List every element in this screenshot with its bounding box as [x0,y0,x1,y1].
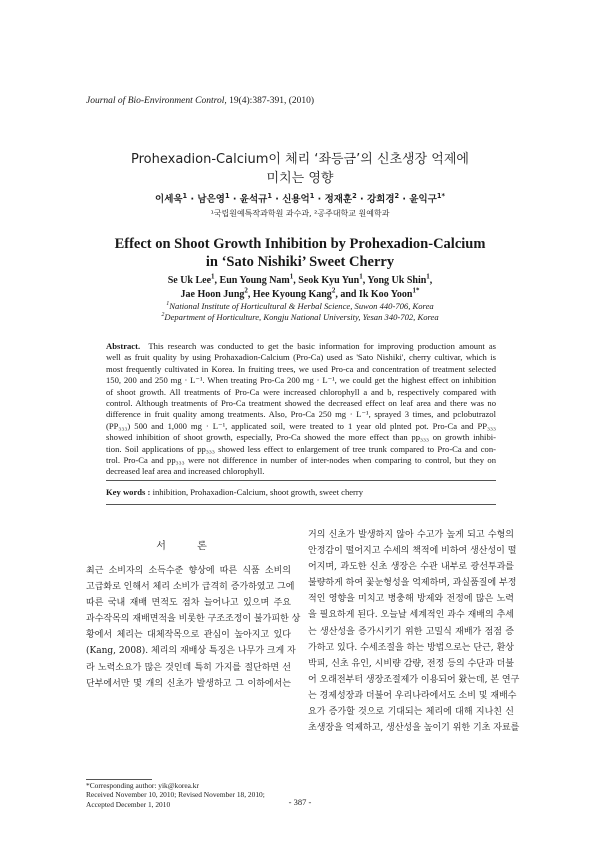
right-column-text [308,527,520,736]
abstract-line: well as fruit quality by using Prohaxadion-Calcium (Pro-Ca) used as 'Sato Nishiki', cherry cultivar, which is [106,352,496,363]
keywords [106,487,496,498]
journal-name: Journal of Bio-Environment Control, [86,96,227,106]
korean-author: 신용억$^1$ [282,191,315,205]
body-line: 거의 신초가 발생하지 않아 수고가 높게 되고 수형의 [308,530,514,540]
body-line: 박피, 신초 유인, 시비량 감량, 전정 등의 수단과 더불 [308,658,514,669]
english-authors-line-2: Jae Hoon Jung$^2$, Hee Kyoung Kang$^2$, and Ik Koo Yoon$^{1*}$ [180,286,420,300]
english-affiliations [0,301,600,323]
body-line: 초생장을 억제하고, 생산성을 높이기 위한 기초 자료를 [308,723,520,734]
english-authors-line-1: Se Uk Lee$^1$, Eun Young Nam$^1$, Seok Kyu Yun$^1$, Yong Uk Shin$^1$, [167,272,433,286]
body-line: 는 생산성을 증가시키기 위한 고밀식 재배가 점점 증 [308,626,514,637]
body-line: 요가 증가할 것으로 기대되는 체리에 대해 지나친 신 [308,707,514,718]
abstract-line: (PP₃₃₃) 500 and 1,000 mg · L⁻¹, applicated soil, were treated to 1 year old plnted pot. Pro-Ca and PP₃₃₃ [106,420,496,431]
abstract-line: 150, 200 and 250 mg · L⁻¹. When treating Pro-Ca 200 mg · L⁻¹, we could get the highest effect on inhibition [106,375,496,386]
body-line: 과수작목의 재배면적을 비롯한 구조조정이 불가피한 상 [86,614,301,625]
abstract-line: decreased leaf area and increased chlorophyll. [106,466,265,477]
korean-affiliation: ¹국립원예특작과학원 과수과, ²공주대학교 원예학과 [210,209,390,218]
body-line: 가하고 있다. 수세조절을 하는 방법으로는 단근, 환상 [308,642,514,653]
corresponding-author: *Corresponding author: yik@korea.kr [86,781,199,790]
body-line: 따른 국내 재배 면적도 점차 늘어나고 있으며 주요 [86,598,291,609]
abstract-line: most frequently cultivated in Korea. In fruiting trees, we used Pro-ca and concentration of treatment selected [106,363,496,374]
body-line: 황에서 체리는 대체작목으로 관심이 높아지고 있다 [86,630,291,641]
journal-citation [86,96,314,106]
body-line: 불량하게 하여 꽃눈형성을 억제하며, 과실품질에 부정 [308,578,517,589]
abstract-line: trol. Pro-Ca and pp₃₃₃ were not difference in number of inter-nodes when comparing to control, but they on [106,455,496,466]
english-authors [0,274,600,302]
korean-title [0,150,600,188]
abstract-line: tion. Soil applications of pp₃₃₃ showed less effect to enlargement of tree trunk compared to Pro-Ca and con- [106,443,496,454]
body-line: 는 경제성장과 더불어 우리나라에서도 소비 및 재배수 [308,690,517,701]
body-line: 최근 소비자의 소득수준 향상에 따른 식품 소비의 [86,566,291,576]
section-heading-introduction: 서 론 [156,541,221,552]
footnote-rule [86,779,152,780]
divider-top [106,480,496,481]
english-author: Jae Hoon Jung$^2$ [180,286,248,300]
left-column-text [86,563,301,692]
english-affiliation-2: $^2$Department of Horticulture, Kongju National University, Yesan 340-702, Korea [161,312,439,322]
english-author: Yong Uk Shin$^1$ [367,272,430,286]
body-line: 안정감이 떨어지고 수세의 책적에 비하여 생산성이 떨 [308,546,517,557]
received-date: Received November 10, 2010; Revised November 18, 2010; [86,790,265,800]
korean-author: 윤익구$^{1*}$ [409,191,445,205]
page-number: - 387 - [288,797,312,807]
abstract-line: showed inhibition of shoot growth, especially, Pro-Ca showed the more effect than pp₃₃₃ on growth inhibi- [106,432,496,443]
english-author: Eun Young Nam$^1$ [219,272,294,286]
abstract-line: difference in fruit quality among treatments. Also, Pro-Ca 250 mg · L⁻¹, sprayed 3 times, and pclobutrazol [106,409,496,420]
english-author: Hee Kyoung Kang$^2$ [252,286,336,300]
english-author: Se Uk Lee$^1$ [167,272,215,286]
body-line: 을 필요하게 된다. 오늘날 세계적인 과수 재배의 추세 [308,610,514,621]
english-title-line-2: in ‘Sato Nishiki’ Sweet Cherry [205,254,395,270]
body-line: 고급화로 인해서 체리 소비가 급격히 증가하였고 그에 [86,582,295,593]
divider-bottom [106,504,496,505]
english-title [0,235,600,271]
abstract [106,341,496,478]
keywords-text: inhibition, Prohaxadion-Calcium, shoot growth, sweet cherry [152,487,364,497]
english-title-line-1: Effect on Shoot Growth Inhibition by Prohexadion-Calcium [114,236,486,252]
korean-author: 남은영$^1$ [197,191,230,205]
body-line: 어 오래전부터 생장조절제가 이용되어 왔는데, 본 연구 [308,674,520,685]
abstract-line: Abstract. This research was conducted to get the basic information for improving production amount as [106,341,497,351]
accepted-date: Accepted December 1, 2010 [86,799,171,809]
body-line: 단부에서만 몇 개의 신초가 발생하고 그 이하에서는 [86,678,291,689]
journal-issue: 19(4):387-391, (2010) [229,96,315,106]
abstract-label: Abstract. [106,341,141,351]
korean-title-line-2: 미치는 영향 [266,171,334,186]
english-author: and Ik Koo Yoon$^{1*}$ [340,286,420,300]
english-affiliation-1: $^1$National Institute of Horticultural & Herbal Science, Suwon 440-706, Korea [166,301,434,311]
body-line: (Kang, 2008). 체리의 재배상 특징은 나무가 크게 자 [86,646,296,657]
korean-title-line-1: Prohexadion-Calcium이 체리 ‘좌등금’의 신초생장 억제에 [131,152,469,167]
abstract-line: control. Although treatments of Pro-Ca treatment showed the decreased effect on leaf area and there was no [106,398,496,409]
body-line: 라 노력소요가 많은 것인데 특히 가지를 절단하면 선 [86,662,291,673]
korean-author: 윤석규$^1$ [239,191,272,205]
abstract-line: of shoot growth. All treatments of Pro-Ca were increased chlorophyll a and b, respectively compared with [106,386,496,397]
korean-author: 정재훈$^2$ [324,191,357,205]
korean-author: 강희경$^2$ [366,191,400,205]
keywords-label: Key words : [106,487,151,497]
korean-author: 이세욱$^1$ [155,191,188,205]
english-author: Seok Kyu Yun$^1$ [298,272,363,286]
body-line: 어지며, 과도한 신초 생장은 수관 내부로 광선투과를 [308,562,514,573]
korean-authors: 이세욱$^1$ · 남은영$^1$ · 윤석규$^1$ · 신용억$^1$ · 정재훈$^2$ · 강희경$^2$ · 윤익구$^{1*}$ [155,191,445,205]
body-line: 적인 영향을 미치고 병충해 방제와 전정에 많은 노력 [308,594,514,605]
